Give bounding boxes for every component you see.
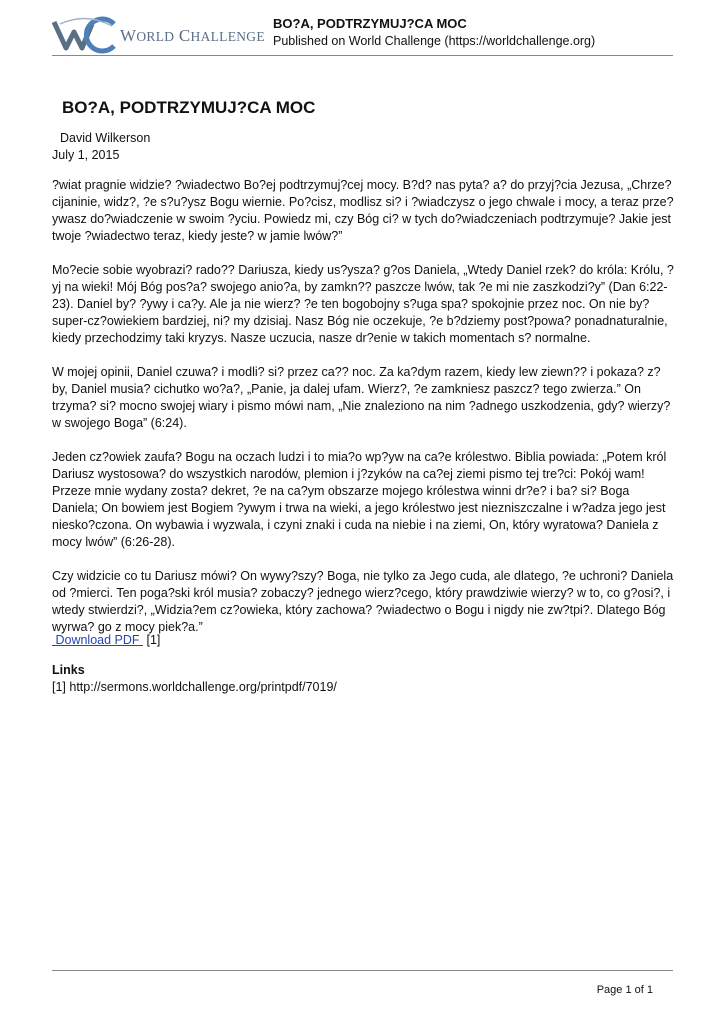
wc-logo-icon	[52, 14, 118, 54]
article-meta	[52, 130, 150, 164]
download-pdf-link[interactable]: Download PDF	[52, 633, 144, 647]
article-body	[52, 177, 676, 653]
paragraph: Czy widzicie co tu Dariusz mówi? On wywy?szy? Boga, nie tylko za Jego cuda, ale dlatego, ?e uchroni? Daniela od ?mierci. Ten poga?ski król musia? zobaczy? jednego wierz?cego, który prawdziwie wierzy? w to, co g?osi?, i wtedy stwierdzi?, „Widzia?em cz?owieka, który zachowa? ?wiadectwo o Bogu i nigdy nie zw?tpi?. Dlatego Bóg wyrwa? go z mocy piek?a.”	[52, 569, 674, 634]
link-item: [1] http://sermons.worldchallenge.org/printpdf/7019/	[52, 680, 337, 694]
links-section	[52, 662, 337, 696]
logo-word1-initial: W	[120, 26, 137, 45]
logo-wordmark	[120, 26, 265, 46]
page-number: Page 1 of 1	[596, 984, 653, 996]
article-date: July 1, 2015	[52, 148, 120, 162]
header-text	[273, 16, 595, 49]
paragraph: W mojej opinii, Daniel czuwa? i modli? si? przez ca?? noc. Za ka?dym razem, kiedy lew ziewn?? i pokaza? z?by, Daniel musia? cichutko wo?a?, „Panie, ja dalej ufam. Wierz?, ?e zamkniesz paszcz? tego zwierza.” On trzyma? si? mocno swojej wiary i pismo mówi nam, „Nie znaleziono na nim ?adnego uszkodzenia, gdy? wierzy? w swojego Boga” (6:24).	[52, 365, 671, 430]
download-ref: [1]	[146, 633, 161, 647]
paragraph: Jeden cz?owiek zaufa? Bogu na oczach ludzi i to mia?o wp?yw na ca?e królestwo. Biblia powiada: „Potem król Dariusz wystosowa? do wszystkich narodów, plemion i j?zyków na ca?ej ziemi pismo tej tre?ci: Pokój wam! Przeze mnie wydany zosta? dekret, ?e na ca?ym obszarze mojego królestwa winni dr?e? i ba? si? Boga Daniela; On bowiem jest Bogiem ?ywym i trwa na wieki, a jego królestwo jest niezniszczalne i w?adza jego jest niesko?czona. On wybawia i wyzwala, i czyni znaki i cuda na niebie i na ziemi, On, który wyratowa? Daniela z mocy lwów” (6:26-28).	[52, 450, 667, 549]
header-divider	[52, 55, 673, 56]
paragraph: ?wiat pragnie widzie? ?wiadectwo Bo?ej podtrzymuj?cej mocy. B?d? nas pyta? a? do przyj?cia Jezusa, „Chrze?cijaninie, widz?, ?e s?u?ysz Bogu wiernie. Po?cisz, modlisz si? i ?wiadczysz o jego chwale i mocy, a teraz prze?ywasz do?wiadczenie w swoim ?yciu. Powiedz mi, czy Bóg ci? w tych do?wiadczeniach podtrzymuje? Jakie jest twoje ?wiadectwo teraz, kiedy jeste? w jamie lwów?”	[52, 178, 674, 243]
footer-divider	[52, 970, 673, 971]
download-section	[52, 632, 160, 649]
paragraph: Mo?ecie sobie wyobrazi? rado?? Dariusza, kiedy us?ysza? g?os Daniela, „Wtedy Daniel rzek? do króla: Królu, ?yj na wieki! Mój Bóg pos?a? swojego anio?a, by zamkn?? paszcze lwów, tak ?e mi nie zaszkodzi?y” (Dan 6:22-23). Daniel by? ?ywy i ca?y. Ale ja nie wierz? ?e ten bogobojny s?uga spa? spokojnie przez noc. On nie by? super-cz?owiekiem bardziej, ni? my dzisiaj. Nasz Bóg nie oczekuje, ?e b?dziemy post?powa? ponadnaturalnie, kiedy przechodzimy taki kryzys. Nasze uczucia, nasze dr?enie w takich momentach s? normalne.	[52, 263, 674, 345]
page-header	[52, 12, 674, 56]
header-title: BO?A, PODTRZYMUJ?CA MOC	[273, 16, 467, 31]
article-title: BO?A, PODTRZYMUJ?CA MOC	[62, 98, 316, 117]
links-heading: Links	[52, 663, 85, 677]
article-author: David Wilkerson	[60, 131, 151, 145]
logo-word2-rest: HALLENGE	[190, 29, 265, 44]
logo-word2-initial: C	[178, 26, 191, 45]
published-on: Published on World Challenge (https://worldchallenge.org)	[273, 34, 596, 48]
world-challenge-logo	[52, 14, 265, 54]
logo-word1-rest: ORLD	[136, 29, 175, 44]
